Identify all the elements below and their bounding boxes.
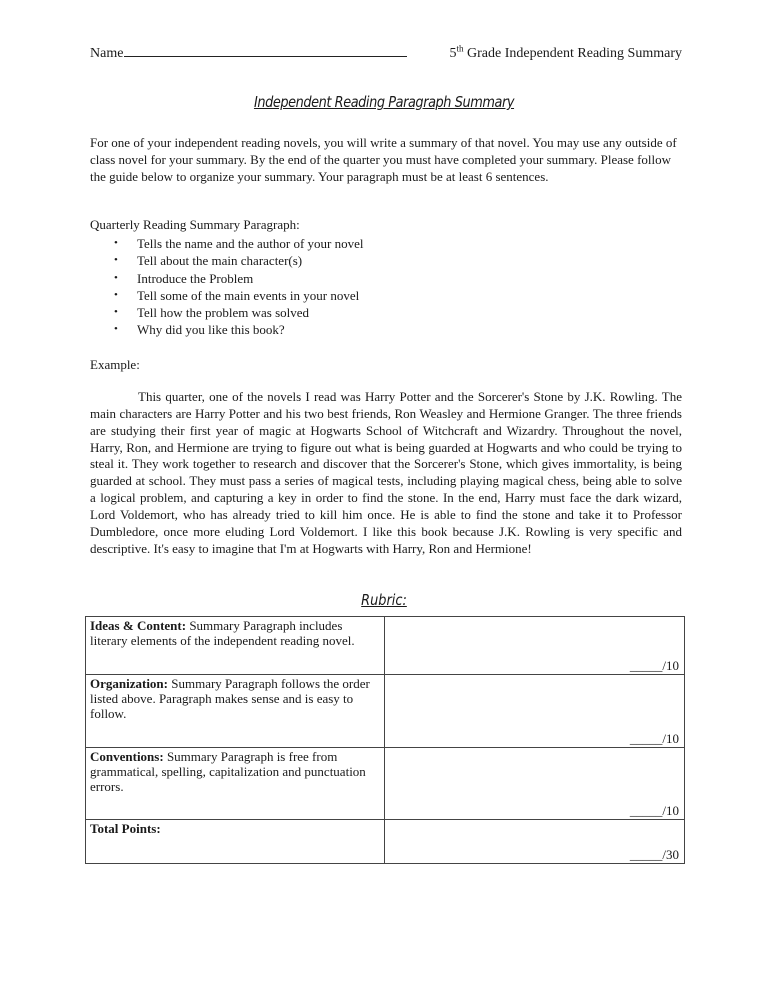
bullet-icon: • xyxy=(114,254,118,267)
table-row xyxy=(86,820,685,864)
example-paragraph: This quarter, one of the novels I read was Harry Potter and the Sorcerer's Stone by J.K. Rowling. The main characters are Harry Potter and his two best friends, Ron Weasley and Hermione Granger. The three friends are studying their first year of magic at Hogwarts School of Witchcraft and Wizardry. Throughout the novel, Harry, Ron, and Hermione are trying to figure out what is being guarded at Hogwarts and who could be trying to steal it. They work together to research and discover that the Sorcerer's Stone, which gives immortality, is being guarded at school. They must pass a series of magical tests, including playing magical chess, being able to solve a logical problem, and capturing a key in order to find the stone. In the end, Harry must face the dark wizard, Lord Voldemort, who has already tried to kill him once. He is able to find the stone and take it to Professor Dumbledore, once more eluding Lord Voldemort. I like this book because J.K. Rowling is very specific and descriptive. It's easy to imagine that I'm at Hogwarts with Harry, Ron and Hermione! xyxy=(90,389,682,556)
table-row xyxy=(86,617,685,675)
score-cell xyxy=(385,617,685,675)
bullet-icon: • xyxy=(114,306,118,319)
bullet-icon: • xyxy=(114,237,118,249)
rubric-criterion xyxy=(86,675,385,748)
list-item xyxy=(90,235,682,252)
bullet-icon: • xyxy=(114,271,118,284)
criterion-text: Summary Paragraph is free from grammatical, spelling, capitalization and punctuation errors. xyxy=(90,749,366,794)
score-cell xyxy=(385,820,685,864)
name-label: Name xyxy=(90,46,124,61)
criterion-label: Total Points: xyxy=(90,821,161,836)
page-header xyxy=(90,44,682,62)
list-item-text: Tell how the problem was solved xyxy=(137,305,310,321)
criterion-label: Ideas & Content: xyxy=(90,618,187,633)
rubric-table xyxy=(85,616,685,864)
list-item-text: Tell some of the main events in your novel xyxy=(137,287,360,303)
score-cell xyxy=(385,748,685,820)
criterion-label: Organization: xyxy=(90,676,168,691)
name-blank-line xyxy=(124,44,407,57)
guide-list xyxy=(90,235,682,339)
rubric-title: Rubric: xyxy=(361,591,407,609)
score-cell xyxy=(385,675,685,748)
quarterly-heading: Quarterly Reading Summary Paragraph: xyxy=(90,217,300,232)
table-row xyxy=(86,748,685,820)
list-item xyxy=(90,287,682,304)
document-title: Independent Reading Paragraph Summary xyxy=(253,93,515,111)
list-item-text: Tell about the main character(s) xyxy=(137,253,303,269)
list-item-text: Tells the name and the author of your novel xyxy=(137,236,364,251)
criterion-label: Conventions: xyxy=(90,749,164,764)
grade-title xyxy=(449,43,682,62)
rubric-criterion xyxy=(86,617,385,675)
list-item xyxy=(90,304,682,321)
criterion-text: Summary Paragraph includes literary elements of the independent reading novel. xyxy=(90,618,355,648)
list-item xyxy=(90,270,682,287)
list-item-text: Why did you like this book? xyxy=(137,322,285,338)
example-label: Example: xyxy=(90,357,140,372)
grade-superscript: th xyxy=(456,43,464,54)
table-row xyxy=(86,675,685,748)
rubric-criterion xyxy=(86,820,385,864)
grade-title-text: Grade Independent Reading Summary xyxy=(463,46,682,61)
name-field xyxy=(90,44,407,62)
score-blank: _____/30 xyxy=(629,847,679,862)
intro-paragraph: For one of your independent reading novels, you will write a summary of that novel. You may use any outside of class novel for your summary. By the end of the quarter you must have completed your summary. Please follow the guide below to organize your summary. Your paragraph must be at least 6 sentences. xyxy=(90,135,677,185)
grade-number: 5 xyxy=(449,46,457,61)
list-item xyxy=(90,252,682,269)
rubric-criterion xyxy=(86,748,385,820)
bullet-icon: • xyxy=(114,323,118,336)
bullet-icon: • xyxy=(114,288,118,301)
score-blank: _____/10 xyxy=(629,731,679,746)
score-blank: _____/10 xyxy=(629,803,679,818)
list-item xyxy=(90,321,682,338)
score-blank: _____/10 xyxy=(629,658,679,673)
criterion-text: Summary Paragraph follows the order listed above. Paragraph makes sense and is easy to follow. xyxy=(90,676,370,721)
list-item-text: Introduce the Problem xyxy=(137,270,254,286)
